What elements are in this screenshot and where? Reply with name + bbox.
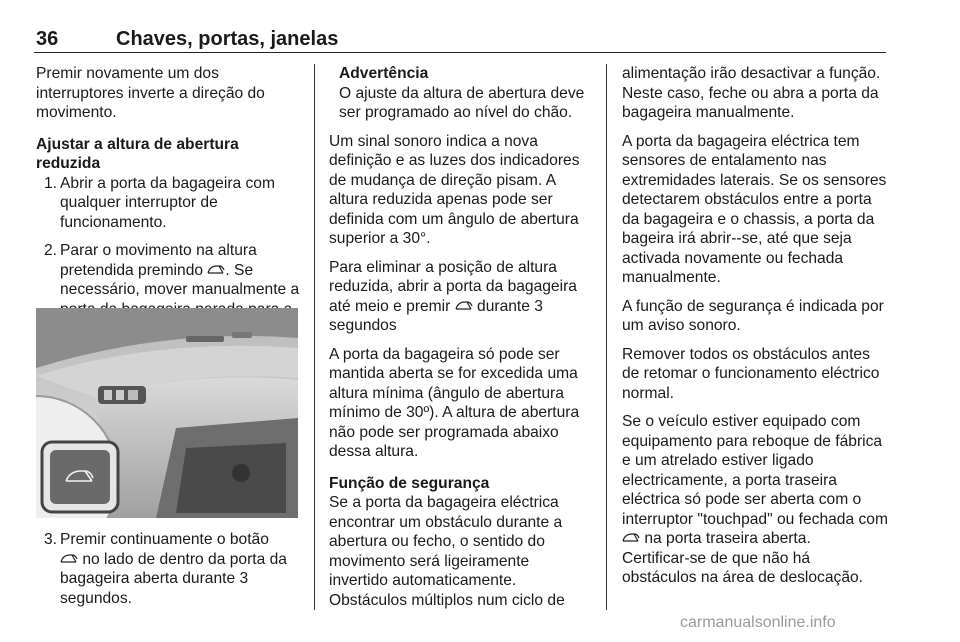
paragraph: Remover todos os obstáculos antes de retomar o funcionamento eléctrico normal. bbox=[622, 345, 880, 402]
paragraph: Um sinal sonoro indica a nova definição e as luzes dos indicadores de mudança de direção pisam. A altura reduzida apenas pode ser definida com um ângulo de abertura superior a 30°. bbox=[329, 132, 580, 247]
paragraph: Se a porta da bagageira eléctrica encontrar um obstáculo durante a abertura ou fecho, o sentido do movimento será ligeiramente invertido automaticamente. Obstáculos múltiplos num ciclo de bbox=[329, 494, 565, 609]
step-text: no lado de dentro da porta da bagageira aberta durante 3 segundos. bbox=[60, 550, 287, 607]
warning-box bbox=[329, 64, 591, 123]
chapter-title: Chaves, portas, janelas bbox=[116, 28, 339, 50]
step-text: Abrir a porta da bagageira com qualquer interruptor de funcionamento. bbox=[60, 174, 275, 231]
tailgate-button-icon bbox=[455, 300, 473, 312]
tailgate-button-icon bbox=[207, 264, 225, 276]
paragraph: Certificar-se de que não há obstáculos na área de deslocação. bbox=[622, 549, 864, 586]
intro-paragraph: Premir novamente um dos interruptores inverte a direção do movimento. bbox=[36, 65, 265, 121]
column-1 bbox=[36, 64, 302, 339]
section-heading-safety: Função de segurança bbox=[329, 474, 490, 492]
warning-title: Advertência bbox=[339, 65, 429, 82]
tailgate-button-icon bbox=[60, 553, 78, 565]
column-divider bbox=[606, 64, 607, 610]
paragraph-text: na porta traseira aberta. bbox=[644, 530, 811, 547]
page-header bbox=[34, 28, 886, 53]
warning-text: O ajuste da altura de abertura deve ser programado ao nível do chão. bbox=[339, 84, 585, 121]
step-number: 2. bbox=[44, 242, 58, 259]
step-number: 1. bbox=[44, 174, 58, 192]
paragraph bbox=[329, 258, 591, 336]
section-heading-reduced-height: Ajustar a altura de abertura reduzida bbox=[36, 135, 239, 172]
column-1-continued bbox=[36, 530, 302, 608]
paragraph-text: durante 3 segundos bbox=[329, 297, 543, 334]
column-3 bbox=[622, 64, 888, 588]
paragraph: A porta da bagageira eléctrica tem sensores de entalamento nas extremidades laterais. Se os sensores detectarem obstáculos entre a porta da bagageira e o chassis, a porta da bageira irá abrir--se, até que seja activada novamente ou fechada manualmente. bbox=[622, 132, 887, 286]
page-number: 36 bbox=[36, 28, 59, 50]
paragraph-text: Se o veículo estiver equipado com equipamento para reboque de fábrica e um atrelado estiver ligado electricamente, a porta traseira eléctrica só pode ser aberta com o interruptor "touchpad" ou fechada com bbox=[622, 413, 888, 528]
paragraph-text: Para eliminar a posição de altura reduzida, abrir a porta da bagageira até meio e premir bbox=[329, 258, 577, 315]
tailgate-button-icon bbox=[622, 532, 640, 544]
step-text: . Se necessário, mover manualmente a bbox=[60, 261, 300, 298]
column-2 bbox=[329, 64, 591, 610]
tailgate-interior-photo bbox=[36, 308, 298, 518]
watermark: carmanualsonline.info bbox=[680, 614, 836, 631]
step-number: 3. bbox=[44, 531, 58, 548]
paragraph bbox=[622, 412, 888, 549]
step-3 bbox=[36, 530, 302, 608]
paragraph: A função de segurança é indicada por um aviso sonoro. bbox=[622, 297, 884, 334]
step-text: Parar o movimento na altura pretendida premindo bbox=[60, 242, 257, 279]
step-1 bbox=[36, 174, 302, 233]
step-text: Premir continuamente o botão bbox=[60, 531, 269, 548]
column-divider bbox=[314, 64, 315, 610]
paragraph: A porta da bagageira só pode ser mantida aberta se for excedida uma altura mínima (ângulo de abertura mínimo de 30º). A altura de abertura não pode ser programada abaixo dessa altura. bbox=[329, 345, 580, 460]
paragraph: alimentação irão desactivar a função. Neste caso, feche ou abra a porta da bagageira manualmente. bbox=[622, 65, 881, 121]
